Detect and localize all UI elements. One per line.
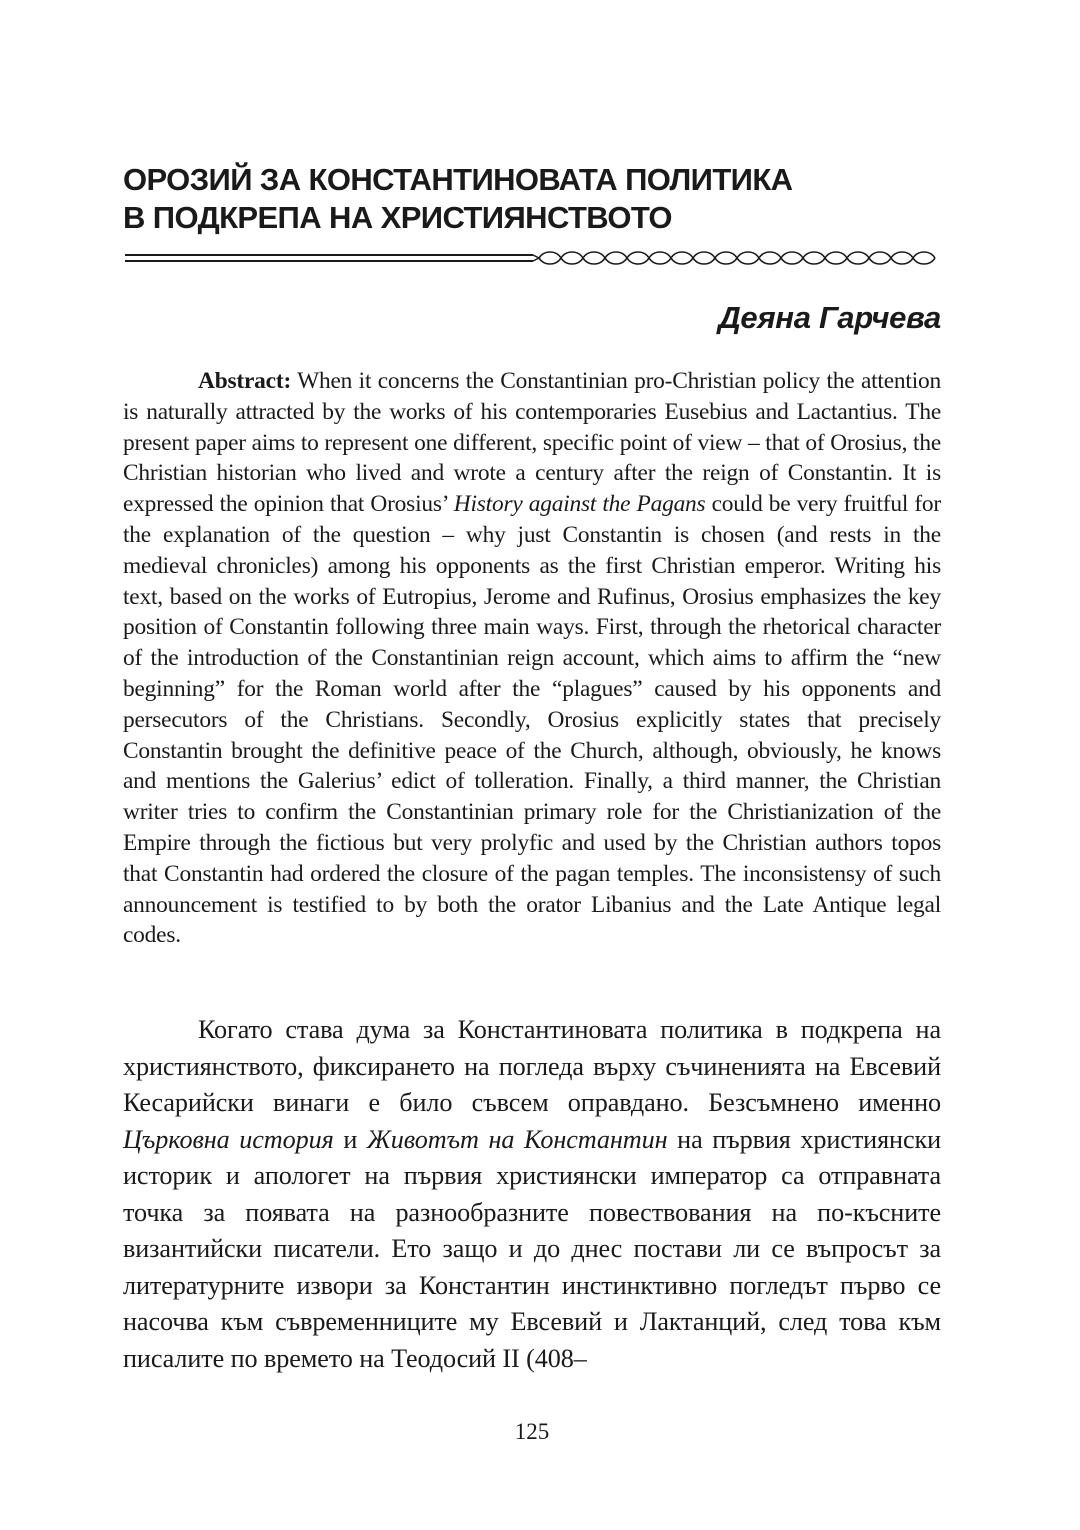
abstract-italic-title: History against the Pagans <box>453 491 706 518</box>
abstract-block <box>123 366 941 951</box>
chain-link <box>737 252 759 264</box>
chain-link <box>649 252 671 264</box>
chain-link <box>605 252 627 264</box>
abstract-text-2: could be very fruitful for the explanation of the question – why just Constantin is chosen (and rests in the medieval chronicles) among his opponents as the first Christian emperor. Writing his text, based on the works of Eutropius, Jerome and Rufinus, Orosius emphasizes the key position of Constantin following three main ways. First, through the rhetorical character of the introduction of the Constantinian reign account, which aims to affirm the “new beginning” for the Roman world after the “plagues” caused by his opponents and persecutors of the Christians. Secondly, Orosius explicitly states that precisely Constantin brought the definitive peace of the Church, although, obviously, he knows and mentions the Galerius’ edict of tolleration. Finally, a third manner, the Christian writer tries to confirm the Constantinian primary role for the Christianization of the Empire through the fictious but very prolyfic and used by the Christian authors topos that Constantin had ordered the closure of the pagan temples. The inconsistensy of such announcement is testified to by both the orator Libanius and the Late Antique legal codes. <box>123 491 941 949</box>
chain-link <box>583 252 605 264</box>
author-name: Деяна Гарчева <box>718 300 941 335</box>
chain-link <box>539 252 561 264</box>
chain-link <box>781 252 803 264</box>
page-number: 125 <box>514 1419 550 1444</box>
chain-link <box>561 252 583 264</box>
abstract-text-1: When it concerns the Constantinian pro-Christian policy the attention is naturally attracted by the works of his contemporaries Eusebius and Lactantius. The present paper aims to represent one different, specific point of view – that of Orosius, the Christian historian who lived and wrote a century after the reign of Constantin. It is expressed the opinion that Orosius’ <box>123 368 941 518</box>
document-page <box>123 0 941 1530</box>
title-line-1: ОРОЗИЙ ЗА КОНСТАНТИНОВАТА ПОЛИТИКА <box>123 161 793 197</box>
body-text-2: и <box>333 1124 367 1154</box>
chain-link <box>715 252 737 264</box>
abstract-label: Abstract: <box>198 368 292 394</box>
title-line-2: В ПОДКРЕПА НА ХРИСТИЯНСТВОТО <box>123 199 672 235</box>
abstract-paragraph <box>123 366 941 951</box>
body-italic-title-2: Животът на Константин <box>366 1124 668 1154</box>
decorative-divider <box>123 247 941 269</box>
chain-link <box>803 252 825 264</box>
chain-link <box>869 252 891 264</box>
body-text-1: Когато става дума за Константиновата политика в подкрепа на християнството, фиксирането на погледа върху съчиненията на Евсевий Кесарийски винаги е било съвсем оправдано. Безсъмнено именно <box>123 1015 941 1117</box>
chain-link <box>759 252 781 264</box>
chain-link <box>847 252 869 264</box>
chain-link <box>891 252 913 264</box>
chain-link <box>693 252 715 264</box>
body-text-3: на първия християнски историк и апологет на първия християнски император са отправната точка за появата на разнообразните повествования на по-късните византийски писатели. Ето защо и до днес постави ли се въпросът за литературните извори за Константин инстинктивно погледът първо се насочва към съвременниците му Евсевий и Лактанций, след това към писалите по времето на Теодосий II (408– <box>123 1124 942 1373</box>
body-italic-title-1: Църковна история <box>123 1124 334 1154</box>
chain-link <box>913 252 935 264</box>
article-title <box>123 161 941 237</box>
chain-link <box>671 252 693 264</box>
body-text <box>123 1012 941 1377</box>
chain-link <box>825 252 847 264</box>
chain-link <box>627 252 649 264</box>
body-paragraph <box>123 1012 941 1377</box>
